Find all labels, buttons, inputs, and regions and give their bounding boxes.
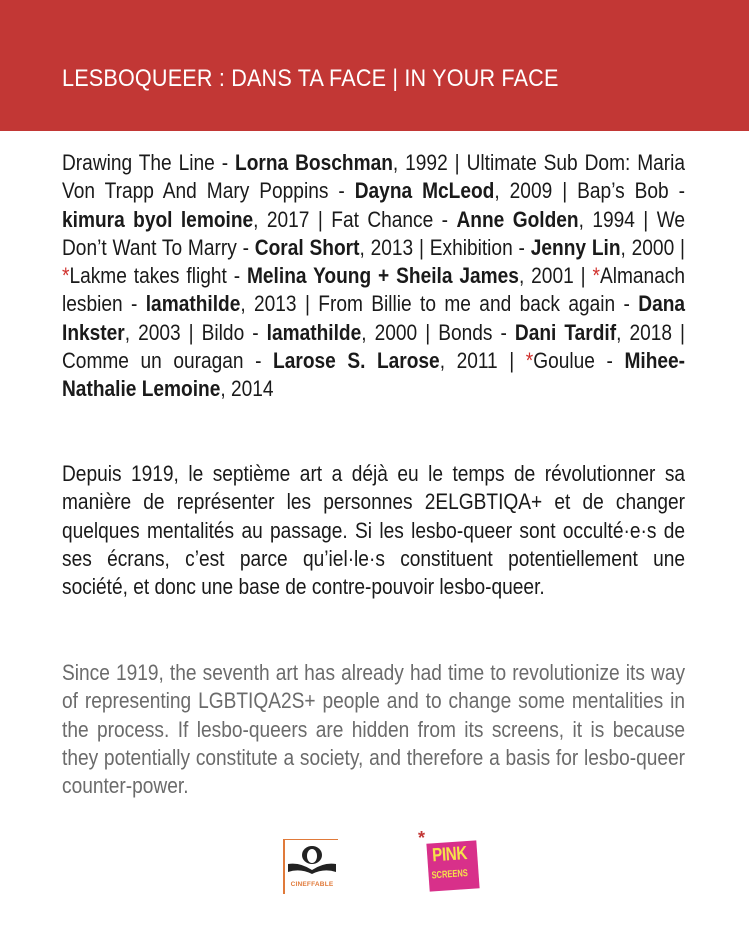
film-title: From Billie to me and back again (318, 291, 616, 317)
film-director: Anne Golden (456, 206, 579, 232)
description-english: Since 1919, the seventh art has already had time to revolutionize its way of representing LGBTIQA2S+ people and to change some mentalities in the process. If lesbo-queers are hidden from its screens, it is because they potentially constitute a society, and therefore a basis for lesbo-queer counter-power. (62, 660, 686, 799)
film-title: Goulue (533, 348, 595, 374)
film-director: Jenny Lin (530, 234, 621, 260)
film-list (62, 149, 685, 404)
film-title: Lakme takes flight (69, 263, 227, 289)
film-item: | *Lakme takes flight - Melina Young + Sheila James, 2001 (62, 234, 686, 289)
film-year: 2014 (230, 376, 274, 402)
film-title: Fat Chance (331, 206, 434, 232)
description-french: Depuis 1919, le septième art a déjà eu le temps de révolutionner sa manière de représenter les personnes 2ELGBTIQA+ et de changer quelques mentalités au passage. Si les lesbo-queer sont occulté·e·s de ses écrans, c’est parce qu’iel·le·s constituent potentiellement une société, et donc une base de contre-pouvoir lesbo-queer. (62, 461, 686, 600)
film-year: 2000 (631, 234, 675, 260)
pink-screens-line1: PINK (431, 843, 468, 867)
film-item: Drawing The Line - Lorna Boschman, 1992 (62, 150, 448, 175)
pink-screens-star: * (418, 828, 426, 848)
film-director: Lorna Boschman (235, 150, 393, 175)
film-director: Mihee-Nathalie Lemoine (62, 348, 686, 402)
film-director: Dani Tardif (514, 319, 617, 345)
film-item: | Exhibition - Jenny Lin, 2000 (418, 234, 675, 260)
film-item: | Ultimate Sub Dom: Maria Von Trapp And Mary Poppins - Dayna McLeod, 2009 (62, 150, 686, 204)
pink-screens-logo (426, 840, 479, 891)
film-title: Drawing The Line (62, 150, 215, 175)
film-year: 2011 (456, 348, 498, 374)
film-item: | Bonds - Dani Tardif, 2018 (425, 319, 672, 345)
film-title: Exhibition (429, 234, 513, 260)
film-title: Bildo (201, 319, 245, 345)
film-year: 2013 (254, 291, 297, 317)
film-title: Bonds (438, 319, 493, 345)
star-marker: * (62, 263, 70, 289)
film-director: Dayna McLeod (354, 178, 495, 204)
cineffable-logo (283, 839, 338, 894)
film-director: lamathilde (266, 319, 362, 345)
film-director: Larose S. Larose (273, 348, 440, 374)
film-year: 2003 (138, 319, 181, 345)
film-item: | We Don’t Want To Marry - Coral Short, 2013 (62, 206, 686, 260)
film-year: 1994 (592, 206, 635, 232)
film-year: 2013 (370, 234, 414, 260)
film-title: Almanach lesbien (62, 263, 686, 317)
film-item: | Bap’s Bob - kimura byol lemoine, 2017 (62, 178, 686, 232)
film-director: lamathilde (145, 291, 241, 317)
header-banner (0, 0, 749, 131)
film-title: Comme un ouragan (62, 348, 244, 374)
page-title: LESBOQUEER : DANS TA FACE | IN YOUR FACE (62, 65, 559, 92)
film-item: | From Billie to me and back again - Dana Inkster, 2003 (62, 291, 686, 345)
film-director: Melina Young + Sheila James (246, 263, 519, 289)
film-item: | *Goulue - Mihee-Nathalie Lemoine, 2014 (62, 348, 686, 402)
film-item: | Fat Chance - Anne Golden, 1994 (317, 206, 635, 232)
pink-screens-line2: SCREENS (431, 867, 469, 882)
film-item: | Bildo - lamathilde, 2000 (188, 319, 418, 345)
film-year: 2018 (629, 319, 672, 345)
film-director: Coral Short (254, 234, 360, 260)
star-marker: * (525, 348, 534, 374)
star-marker: * (592, 263, 600, 289)
film-year: 1992 (405, 150, 448, 175)
film-item: | Comme un ouragan - Larose S. Larose, 2011 (62, 319, 686, 374)
cineffable-emblem-icon (288, 844, 336, 876)
film-director: Dana Inkster (62, 291, 686, 345)
film-year: 2000 (374, 319, 418, 345)
film-title: Bap’s Bob (577, 178, 669, 204)
film-director: kimura byol lemoine (62, 206, 254, 232)
film-title: Ultimate Sub Dom: Maria Von Trapp And Mary Poppins (62, 150, 686, 204)
film-year: 2009 (509, 178, 553, 204)
cineffable-text: CINEFFABLE (290, 881, 334, 888)
film-year: 2017 (266, 206, 310, 232)
film-year: 2001 (531, 263, 574, 289)
film-title: We Don’t Want To Marry (62, 206, 686, 260)
film-item: | *Almanach lesbien - lamathilde, 2013 (62, 263, 686, 317)
